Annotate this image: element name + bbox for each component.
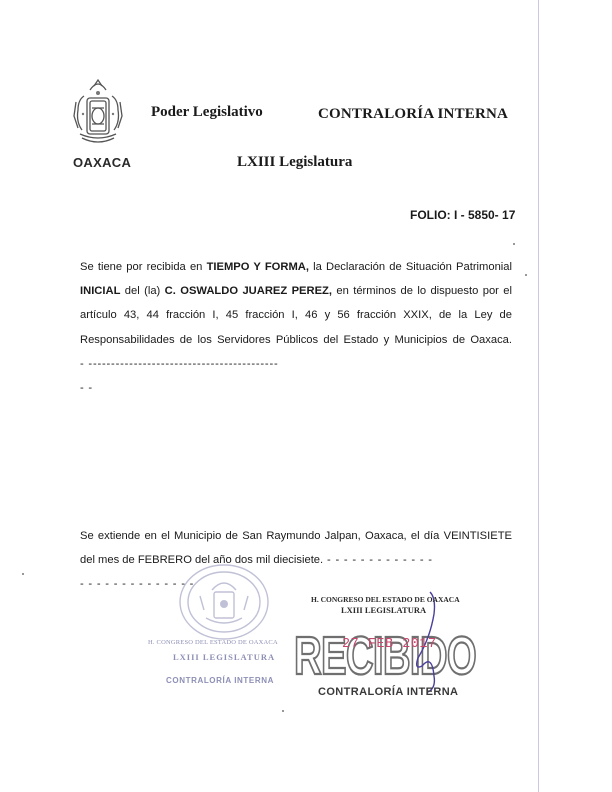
right-stamp-congreso: H. CONGRESO DEL ESTADO DE OAXACA: [311, 595, 460, 604]
p1-inicial: INICIAL: [80, 285, 121, 298]
right-stamp-legislatura: LXIII LEGISLATURA: [341, 605, 427, 615]
paragraph-declaracion: [80, 255, 512, 400]
right-stamp-date: 27 FEB 2017: [342, 637, 437, 652]
p1-filler-continuation: - -: [80, 382, 93, 395]
right-stamp-contraloria: CONTRALORÍA INTERNA: [318, 686, 459, 698]
left-stamp-legislatura: LXIII LEGISLATURA: [173, 652, 276, 662]
scan-speck: [282, 710, 284, 712]
p1-text-c: la Declaración de Situación Patrimonial: [308, 261, 512, 273]
p1-text-g: en términos de lo dispuesto por el artículo 43, 44 fracción I, 45 fracción I, 46 y 56 fracción XXIX, de la Ley de Responsabilidades de los Servidores Públicos del Estado y Municipios de Oaxaca.: [80, 285, 512, 346]
seal-caption: OAXACA: [73, 155, 132, 170]
p1-text-e: del (la): [120, 285, 165, 298]
p1-text-a: Se tiene por recibida en: [80, 261, 207, 273]
scan-speck: [525, 274, 527, 276]
scan-speck: [513, 243, 515, 245]
folio-number: FOLIO: I - 5850- 17: [410, 208, 516, 222]
scan-speck: [22, 573, 24, 575]
official-round-seal-icon: [176, 562, 272, 642]
paragraph-extiende: [80, 524, 512, 597]
recibido-stamp-big-text: RECIBIDO: [294, 626, 476, 686]
header-contraloria-interna: CONTRALORÍA INTERNA: [318, 106, 509, 122]
p1-tiempo-y-forma: TIEMPO Y FORMA,: [206, 261, 309, 273]
oaxaca-coat-of-arms-icon: [70, 76, 126, 154]
p2-filler-dashes: - - - - - - - - - - - - -: [323, 554, 433, 567]
p2-filler-continuation: - - - - - - - - - - - - - -: [80, 578, 195, 591]
p2-text-b: VEINTISIETE del mes de FEBRERO del año dos mil diecisiete.: [80, 530, 512, 567]
left-stamp-congreso: H. CONGRESO DEL ESTADO DE OAXACA: [148, 639, 278, 646]
page-margin-rule: [538, 0, 539, 792]
header-legislatura: LXIII Legislatura: [237, 154, 353, 170]
p1-filler-dashes: - ------------------------------------------: [80, 357, 279, 370]
p1-declarant-name: C. OSWALDO JUAREZ PEREZ,: [164, 285, 332, 298]
header-poder-legislativo: Poder Legislativo: [151, 104, 263, 120]
left-stamp-contraloria: CONTRALORÍA INTERNA: [166, 676, 274, 685]
p2-text-a: Se extiende en el Municipio de San Raymundo Jalpan, Oaxaca, el día: [80, 530, 444, 542]
